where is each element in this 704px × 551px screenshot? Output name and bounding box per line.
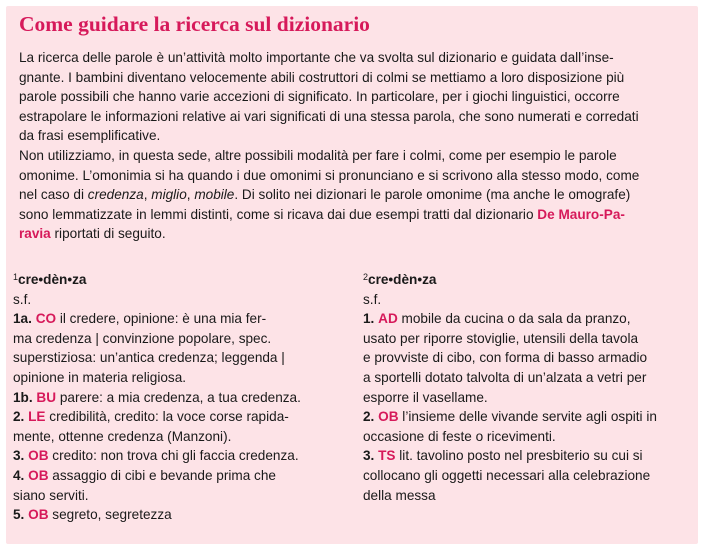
usage-code: BU — [36, 389, 57, 405]
sense-text: credibilità, credito: la voce corse rapida- — [45, 409, 289, 425]
text-run: sono lemmatizzate in lemmi distinti, come si ricava dai due esempi tratti dal dizionario — [19, 206, 538, 222]
sense-line — [363, 388, 679, 408]
sense-line — [13, 309, 343, 329]
box-title: Come guidare la ricerca sul dizionario — [19, 12, 370, 36]
headword-text: cre•dèn•za — [18, 272, 87, 287]
sense-number: 3. — [363, 448, 375, 464]
text-run: . Di solito nei dizionari le parole omonime (ma anche le omografe) — [234, 187, 631, 203]
usage-code: OB — [28, 507, 49, 523]
entry-senses — [13, 309, 343, 525]
intro-line — [19, 185, 685, 205]
sense-text: opinione in materia religiosa. — [13, 369, 187, 385]
sense-text: esporre il vasellame. — [363, 389, 488, 405]
sense-text: credito: non trova chi gli faccia credenza. — [48, 448, 299, 464]
example-word: credenza — [87, 187, 144, 203]
sense-line — [13, 505, 343, 525]
intro-text — [19, 48, 685, 244]
sense-text: superstiziosa: un’antica credenza; leggenda | — [13, 350, 285, 366]
intro-paragraph-2 — [19, 146, 685, 244]
entry-headword — [363, 268, 679, 290]
usage-code: OB — [378, 409, 399, 425]
sense-number: 1. — [363, 311, 375, 327]
sense-text: occasione di feste o ricevimenti. — [363, 428, 556, 444]
entry-right — [363, 268, 679, 505]
intro-line — [19, 205, 685, 225]
intro-line: gnante. I bambini diventano velocemente abili costruttori di colmi se mettiamo a loro disposizione più — [19, 69, 625, 85]
headword-text: cre•dèn•za — [368, 272, 437, 287]
intro-line: La ricerca delle parole è un’attività molto importante che va svolta sul dizionario e guidata dall’inse- — [19, 50, 614, 65]
usage-code: LE — [28, 409, 46, 425]
sense-text: siano serviti. — [13, 487, 89, 503]
dictionary-name: De Mauro-Pa- — [537, 206, 625, 222]
intro-line: estrapolare le informazioni relative ai vari significati di una stessa parola, che sono numerati e corredati — [19, 108, 639, 124]
example-word: miglio — [151, 187, 187, 203]
sense-text: usato per riporre stoviglie, utensili della tavola — [363, 330, 639, 346]
entry-pos: s.f. — [13, 291, 32, 307]
sense-number: 2. — [363, 409, 375, 425]
intro-line: da frasi esemplificative. — [19, 128, 161, 144]
text-run: riportati di seguito. — [50, 226, 166, 242]
usage-code: OB — [28, 448, 49, 464]
sense-line — [363, 309, 679, 329]
sense-text: l’insieme delle vivande servite agli ospiti in — [398, 409, 657, 425]
sense-line — [363, 348, 679, 368]
entry-left — [13, 268, 343, 525]
sense-line — [13, 388, 343, 408]
intro-paragraph-1 — [19, 48, 685, 146]
sense-number: 1a. — [13, 311, 32, 327]
sense-text: il credere, opinione: è una mia fer- — [56, 311, 267, 327]
text-run: nel caso di — [19, 187, 88, 203]
intro-line: parole possibili che hanno varie accezioni di significato. In particolare, per i giochi linguistici, occorre — [19, 89, 620, 105]
sense-text: della messa — [363, 487, 436, 503]
sense-line — [13, 486, 343, 506]
entry-pos: s.f. — [363, 291, 382, 307]
sense-text: collocano gli oggetti necessari alla celebrazione — [363, 467, 651, 483]
sense-line — [363, 486, 679, 506]
sense-line — [363, 329, 679, 349]
sense-text: mente, ottenne credenza (Manzoni). — [13, 428, 232, 444]
sense-line — [363, 368, 679, 388]
sense-line — [13, 427, 343, 447]
dictionary-name: ravia — [19, 226, 51, 242]
sense-number: 5. — [13, 507, 25, 523]
usage-code: CO — [35, 311, 57, 327]
text-run: , — [143, 187, 152, 203]
usage-code: OB — [28, 467, 49, 483]
entry-senses — [363, 309, 679, 505]
sense-line — [13, 466, 343, 486]
sense-number: 3. — [13, 448, 25, 464]
sense-text: segreto, segretezza — [48, 507, 172, 523]
homonym-number: 1 — [13, 272, 19, 282]
sense-line — [13, 368, 343, 388]
sense-number: 2. — [13, 409, 25, 425]
homonym-number: 2 — [363, 272, 369, 282]
sense-text: assaggio di cibi e bevande prima che — [48, 467, 276, 483]
sense-line — [13, 329, 343, 349]
sense-text: parere: a mia credenza, a tua credenza. — [56, 389, 301, 405]
sense-text: mobile da cucina o da sala da pranzo, — [397, 311, 631, 327]
sense-line — [13, 348, 343, 368]
sense-text: e provviste di cibo, con forma di basso armadio — [363, 350, 648, 366]
intro-line: Non utilizziamo, in questa sede, altre possibili modalità per fare i colmi, come per esempio le parole — [19, 147, 617, 163]
sense-text: lit. tavolino posto nel presbiterio su cui si — [395, 448, 643, 464]
intro-line — [19, 224, 685, 244]
sense-line — [363, 466, 679, 486]
sense-line — [363, 427, 679, 447]
usage-code: AD — [378, 311, 398, 327]
intro-line: omonime. L’omonimia si ha quando i due omonimi si pronunciano e si scrivono alla stesso modo, come — [19, 167, 640, 183]
sense-line — [363, 407, 679, 427]
entry-headword — [13, 268, 343, 290]
example-word: mobile — [194, 187, 235, 203]
sense-line — [363, 446, 679, 466]
usage-code: TS — [378, 448, 396, 464]
sense-line — [13, 407, 343, 427]
sense-number: 4. — [13, 467, 25, 483]
sense-text: ma credenza | convinzione popolare, spec. — [13, 330, 272, 346]
sense-number: 1b. — [13, 389, 33, 405]
sense-line — [13, 446, 343, 466]
text-run: , — [186, 187, 195, 203]
sense-text: a sportelli dotato talvolta di un’alzata a vetri per — [363, 369, 647, 385]
